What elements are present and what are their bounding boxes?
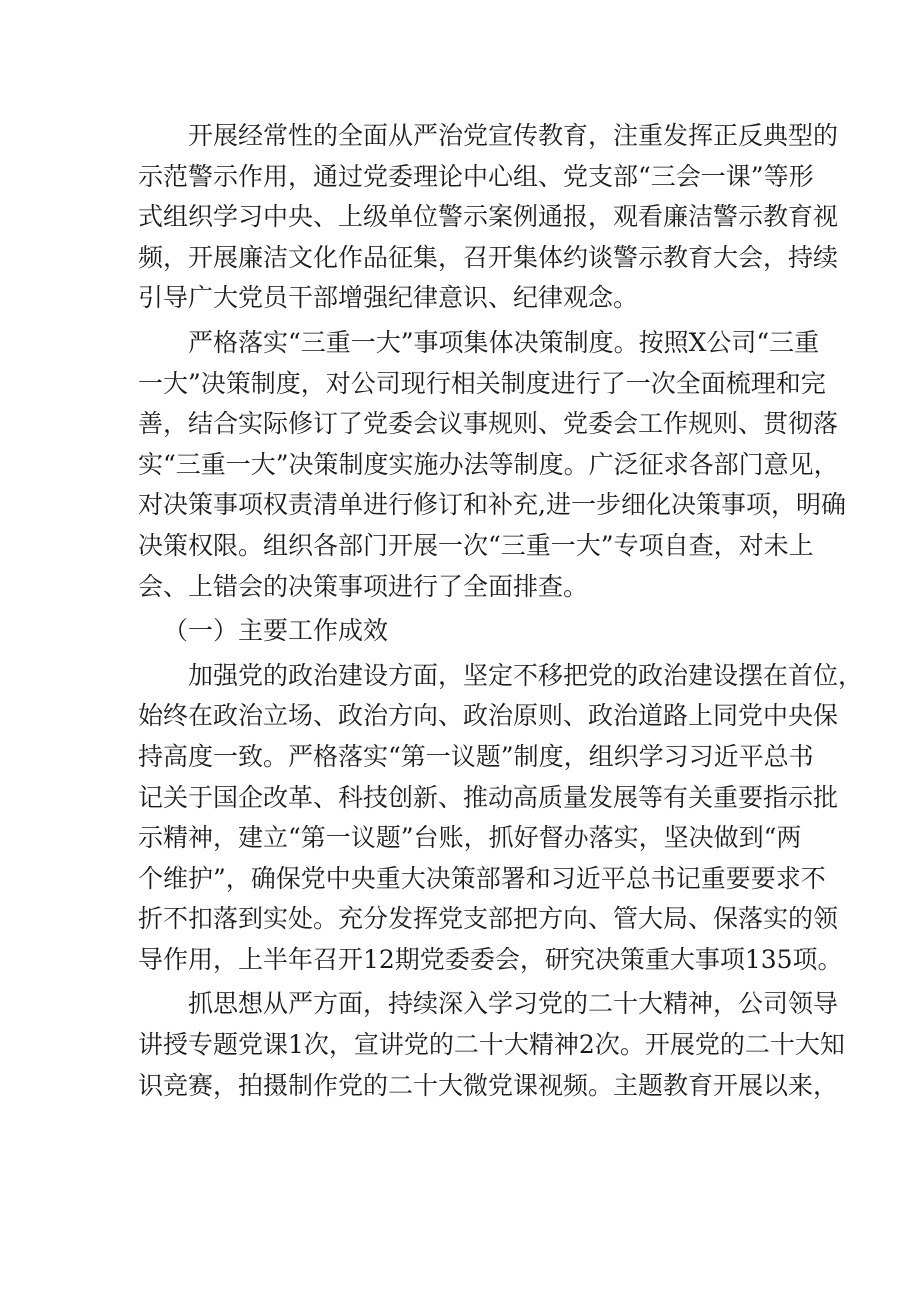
paragraph-line: 个维护”，确保党中央重大决策部署和习近平总书记重要要求不	[138, 863, 826, 893]
paragraph-line: 折不扣落到实处。充分发挥党支部把方向、管大局、保落实的领	[138, 904, 839, 934]
paragraph-line: 严格落实“三重一大”事项集体决策制度。按照X公司“三重	[188, 327, 820, 357]
paragraph-line: 实“三重一大”决策制度实施办法等制度。广泛征求各部门意见，	[138, 449, 839, 479]
paragraph-line: 识竞赛，拍摄制作党的二十大微党课视频。主题教育开展以来，	[138, 1070, 839, 1100]
paragraph-line: 一大”决策制度，对公司现行相关制度进行了一次全面梳理和完	[138, 368, 826, 398]
paragraph-line: 善，结合实际修订了党委会议事规则、党委会工作规则、贯彻落	[138, 409, 839, 439]
paragraph-line: 抓思想从严方面，持续深入学习党的二十大精神，公司领导	[188, 989, 839, 1019]
paragraph-line: 示精神，建立“第一议题”台账，抓好督办落实，坚决做到“两	[138, 823, 802, 853]
document-body	[138, 116, 864, 1106]
body-paragraph	[138, 116, 839, 319]
paragraph-line: 频，开展廉洁文化作品征集，召开集体约谈警示教育大会，持续	[138, 242, 839, 272]
body-paragraph	[138, 323, 846, 607]
paragraph-line: 对决策事项权责清单进行修订和补充,进一步细化决策事项，明确	[138, 490, 846, 520]
paragraph-line: 式组织学习中央、上级单位警示案例通报，观看廉洁警示教育视	[138, 202, 839, 232]
paragraph-line: 记关于国企改革、科技创新、推动高质量发展等有关重要指示批	[138, 782, 839, 812]
body-paragraph	[138, 984, 845, 1106]
paragraph-line: 决策权限。组织各部门开展一次“三重一大”专项自查，对未上	[138, 530, 814, 560]
paragraph-line: 示范警示作用，通过党委理论中心组、党支部“三会一课”等形	[138, 161, 814, 191]
paragraph-line: 讲授专题党课1次，宣讲党的二十大精神2次。开展党的二十大知	[138, 1030, 845, 1060]
paragraph-line: 持高度一致。严格落实“第一议题”制度，组织学习习近平总书	[138, 741, 814, 771]
paragraph-line: 加强党的政治建设方面，坚定不移把党的政治建设摆在首位，	[188, 660, 864, 690]
heading-text: （一）主要工作成效	[163, 616, 389, 646]
body-paragraph	[138, 656, 864, 981]
paragraph-line: 开展经常性的全面从严治党宣传教育，注重发挥正反典型的	[188, 121, 839, 150]
paragraph-line: 引导广大党员干部增强纪律意识、纪律观念。	[138, 283, 639, 313]
paragraph-line: 导作用，上半年召开12期党委委会，研究决策重大事项135项。	[138, 944, 843, 974]
section-heading	[138, 611, 794, 652]
paragraph-line: 会、上错会的决策事项进行了全面排查。	[138, 571, 589, 601]
paragraph-line: 始终在政治立场、政治方向、政治原则、政治道路上同党中央保	[138, 701, 839, 731]
